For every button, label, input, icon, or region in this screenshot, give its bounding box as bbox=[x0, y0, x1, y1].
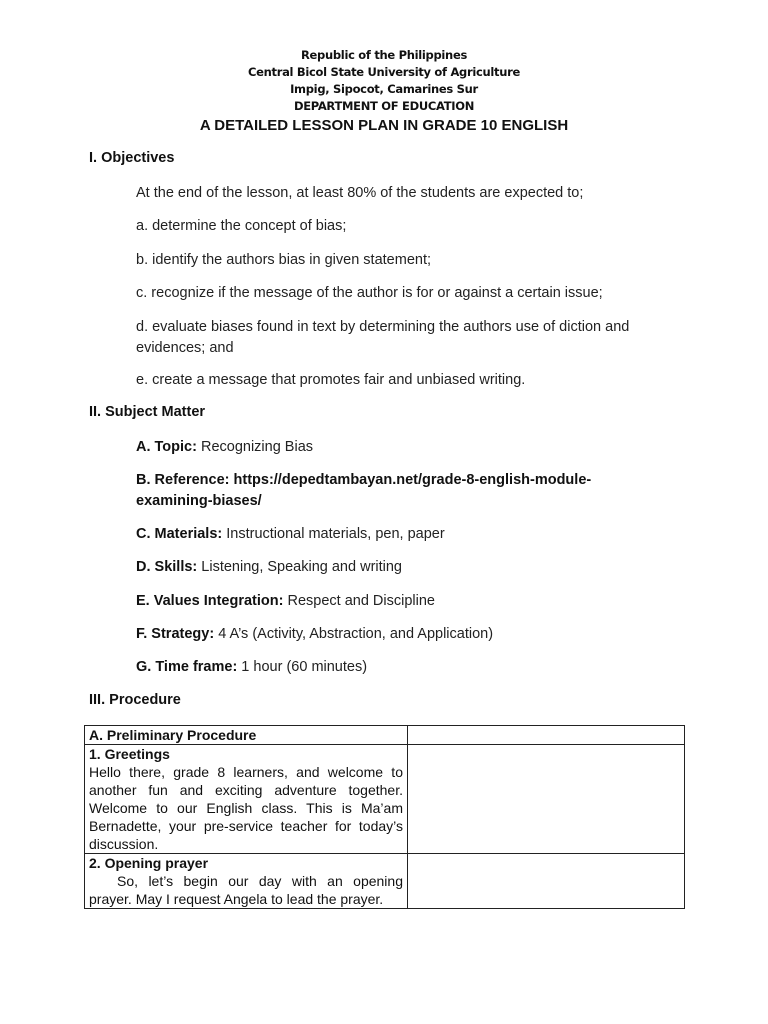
greetings-cell bbox=[85, 745, 408, 854]
values-row bbox=[136, 591, 656, 612]
table-header-row bbox=[85, 726, 685, 745]
procedure-heading: III. Procedure bbox=[89, 692, 181, 708]
skills-row bbox=[136, 557, 656, 578]
department-line: DEPARTMENT OF EDUCATION bbox=[293, 99, 475, 113]
procedure-table bbox=[84, 725, 685, 909]
timeframe-row bbox=[136, 657, 656, 678]
greetings-body: Hello there, grade 8 learners, and welcome to another fun and exciting adventure together. Welcome to our English class. This is Ma’am Bernadette, your pre-service teacher for today’s discussion. bbox=[89, 764, 403, 852]
topic-value: Recognizing Bias bbox=[196, 439, 314, 455]
timeframe-value: 1 hour (60 minutes) bbox=[237, 659, 368, 675]
greetings-title: 1. Greetings bbox=[89, 746, 170, 762]
table-header-empty-cell bbox=[408, 726, 685, 745]
table-row bbox=[85, 745, 685, 854]
greetings-response-cell bbox=[408, 745, 685, 854]
topic-label: A. Topic: bbox=[136, 439, 197, 455]
opening-prayer-body: So, let’s begin our day with an opening prayer. May I request Angela to lead the prayer. bbox=[89, 873, 403, 907]
preliminary-procedure-label: A. Preliminary Procedure bbox=[89, 727, 257, 743]
opening-prayer-title: 2. Opening prayer bbox=[89, 855, 209, 871]
opening-prayer-cell bbox=[85, 854, 408, 909]
reference-row bbox=[136, 470, 656, 512]
document-title: A DETAILED LESSON PLAN IN GRADE 10 ENGLISH bbox=[199, 117, 569, 134]
values-label: E. Values Integration: bbox=[136, 593, 284, 609]
objective-item-e: e. create a message that promotes fair and unbiased writing. bbox=[136, 372, 526, 388]
objective-item-c: c. recognize if the message of the author is for or against a certain issue; bbox=[136, 285, 603, 301]
materials-value: Instructional materials, pen, paper bbox=[222, 526, 445, 542]
reference-label: B. Reference: bbox=[136, 472, 230, 488]
objective-item-a: a. determine the concept of bias; bbox=[136, 218, 347, 234]
skills-label: D. Skills: bbox=[136, 559, 198, 575]
objectives-heading: I. Objectives bbox=[89, 150, 175, 166]
objectives-intro: At the end of the lesson, at least 80% of the students are expected to; bbox=[136, 185, 584, 201]
strategy-value: 4 A’s (Activity, Abstraction, and Application) bbox=[214, 626, 494, 642]
address-line: Impig, Sipocot, Camarines Sur bbox=[290, 82, 478, 96]
topic-row bbox=[136, 437, 656, 458]
strategy-label: F. Strategy: bbox=[136, 626, 215, 642]
objective-item-d: d. evaluate biases found in text by determining the authors use of diction and evidences; and bbox=[136, 319, 630, 356]
table-header-cell bbox=[85, 726, 408, 745]
values-value: Respect and Discipline bbox=[283, 593, 435, 609]
skills-value: Listening, Speaking and writing bbox=[197, 559, 402, 575]
opening-prayer-response-cell bbox=[408, 854, 685, 909]
materials-row bbox=[136, 524, 656, 545]
timeframe-label: G. Time frame: bbox=[136, 659, 238, 675]
objective-item-b: b. identify the authors bias in given statement; bbox=[136, 252, 432, 268]
university-line: Central Bicol State University of Agriculture bbox=[248, 65, 520, 79]
reference-link[interactable]: https://depedtambayan.net/grade-8-english-module-examining-biases/ bbox=[136, 472, 592, 509]
subject-matter-heading: II. Subject Matter bbox=[89, 404, 206, 420]
strategy-row bbox=[136, 624, 656, 645]
republic-line: Republic of the Philippines bbox=[301, 48, 467, 62]
table-row bbox=[85, 854, 685, 909]
materials-label: C. Materials: bbox=[136, 526, 223, 542]
